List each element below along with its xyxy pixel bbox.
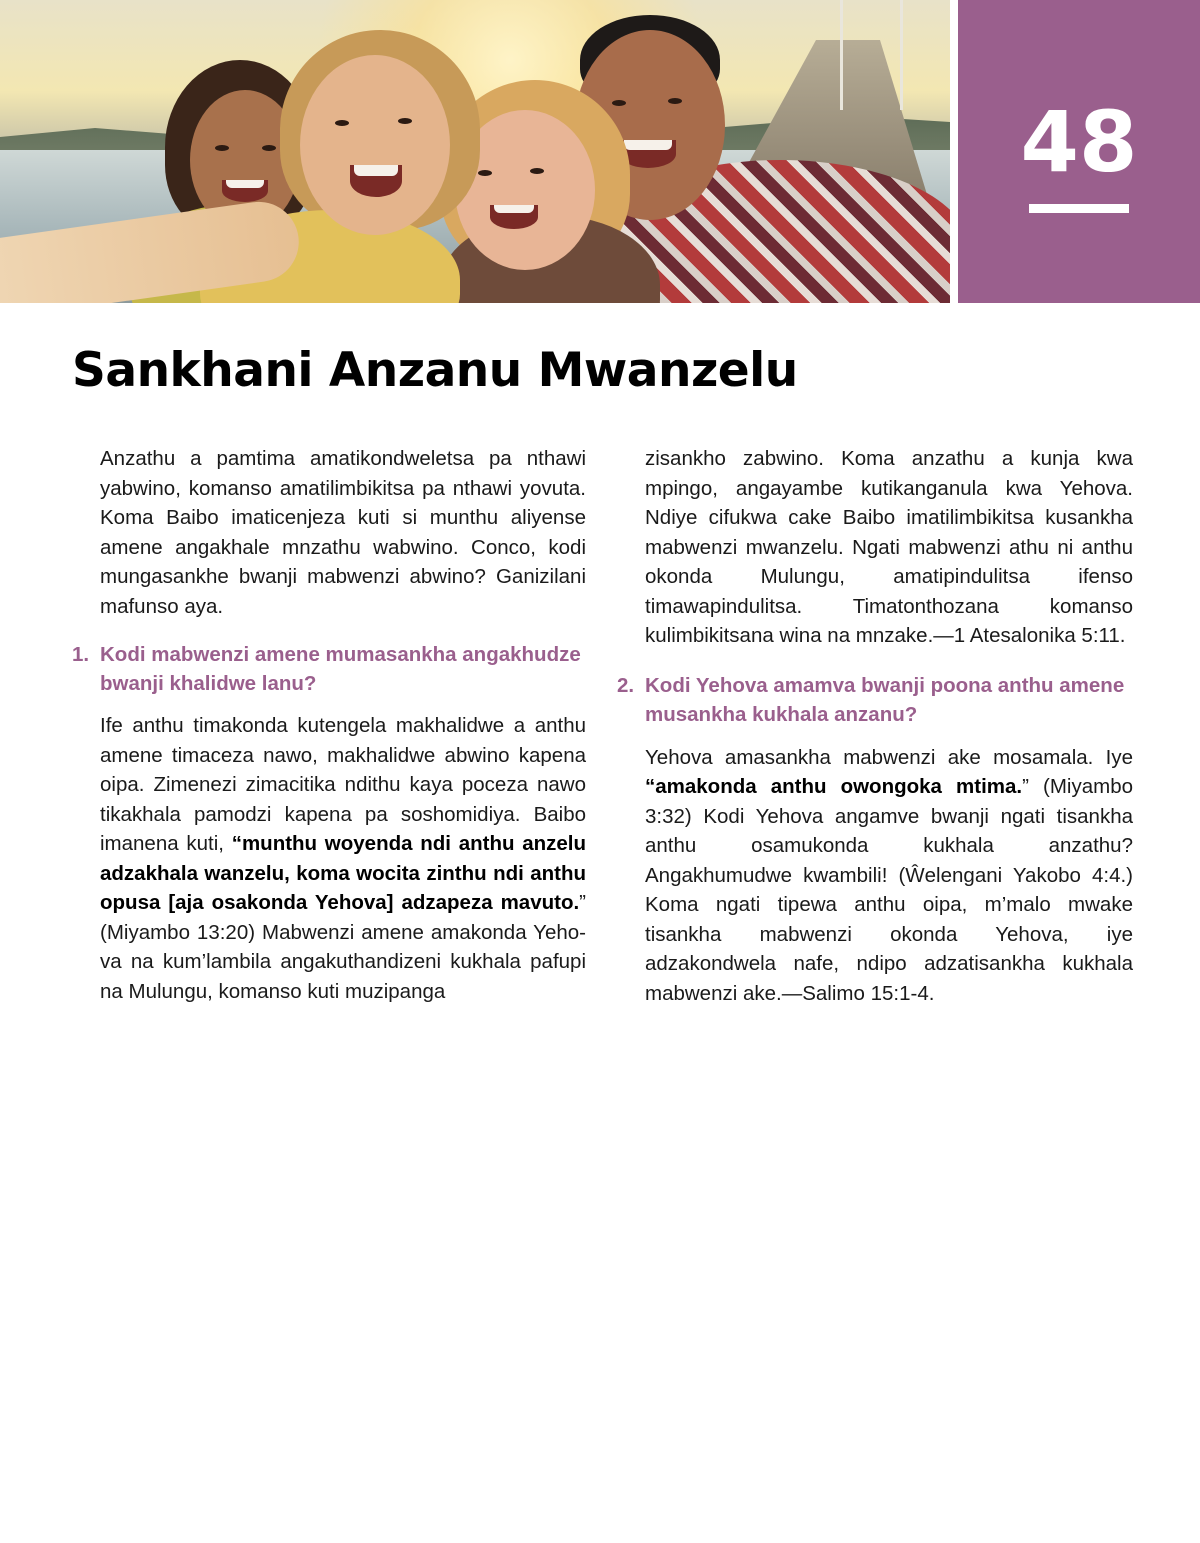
answer-text: ” (Miyambo 3:32) Kodi Yehova angamve bwanji ngati tisankha anthu osamukonda kukhala anzathu? Angakhumudwe kwambili! (Ŵelengani Yakobo 4:4.) Koma ngati tipewa anthu oipa, m’malo mwake tisankha mabwenzi okonda Yehova, iye adzakondwela nafe, ndipo adzatisankha kukhala mabwenzi ake.—Salimo 15:1-4. <box>645 775 1133 1005</box>
question-number: 2. <box>617 673 635 697</box>
smile <box>222 180 268 202</box>
eye <box>262 145 276 151</box>
scripture-quote: “munthu woyenda ndi anthu anzelu adzakhala wanzelu, koma wocita zinthu ndi anthu opusa [aja osakonda Yehova] adzapeza mavuto. <box>100 832 587 914</box>
question-2 <box>617 671 1133 729</box>
eye <box>398 118 412 124</box>
left-column <box>72 444 586 1006</box>
question-number: 1. <box>72 643 90 666</box>
eye <box>215 145 229 151</box>
lesson-number-badge <box>958 0 1200 303</box>
eye <box>335 120 349 126</box>
intro-paragraph: Anzathu a pamtima amatikondweletsa pa nthawi yabwino, komanso amatilimbikitsa pa nthawi yovuta. Koma Baibo imaticenjeza kuti si munthu aliyense amene angakhale mnzathu wabwino. Conco, kodi mungasankhe bwanji mabwenzi abwino? Ganizilani mafunso aya. <box>100 447 586 618</box>
boat-mast <box>840 0 843 110</box>
answer-2-paragraph <box>645 743 1133 1009</box>
lesson-number-underline <box>1029 204 1129 213</box>
page-title: Sankhani Anzanu Mwanzelu <box>72 343 798 398</box>
scripture-quote: “amakonda anthu owongoka mtima. <box>645 775 1023 798</box>
eye <box>612 100 626 106</box>
eye <box>668 98 682 104</box>
question-text: Kodi mabwenzi amene mumasankha angakhudze bwanji khalidwe lanu? <box>100 643 581 695</box>
right-column <box>617 444 1133 1008</box>
smile <box>490 205 538 229</box>
question-text: Kodi Yehova amamva bwanji poona anthu amene musankha kukhala anzanu? <box>645 673 1125 726</box>
person-face <box>300 55 450 235</box>
answer-1-continued: zisankho zabwino. Koma anzathu a kunja kwa mpingo, angayambe kutikanganula kwa Yehova. Ndiye cifukwa cake Baibo imatilimbikitsa kusankha mabwenzi mwanzelu. Ngati mabwenzi athu ni anthu okonda Mulungu, amatipindulitsa ifenso timawapindulitsa. Timatonthozana komanso kulimbikitsana wina na mnzake.—1 Atesalonika 5:11. <box>645 447 1133 647</box>
answer-text: Ife anthu timakonda kutengela makhalidwe a anthu amene timaceza nawo, makhalidwe abwino kapena oipa. Zimenezi zimacitika ndithu kaya poceza nawo tikakhala pamodzi kapena pa soshomidiya. Baibo imanena kuti, <box>100 714 586 855</box>
smile <box>350 165 402 197</box>
boat-mast <box>900 0 903 110</box>
header-photo <box>0 0 950 303</box>
lesson-number: 48 <box>1020 93 1138 191</box>
question-1 <box>72 640 586 698</box>
answer-text: ” (Miyambo 13:20) Mabwenzi amene amakonda Yehova na kum’lambila angakuthandizeni kukhala pafupi na Mulungu, komanso kuti muzipanga <box>100 891 586 1003</box>
answer-text: Yehova amasankha mabwenzi ake mosamala. Iye <box>645 745 1133 769</box>
eye <box>478 170 492 176</box>
eye <box>530 168 544 174</box>
answer-1-paragraph <box>100 711 586 1006</box>
